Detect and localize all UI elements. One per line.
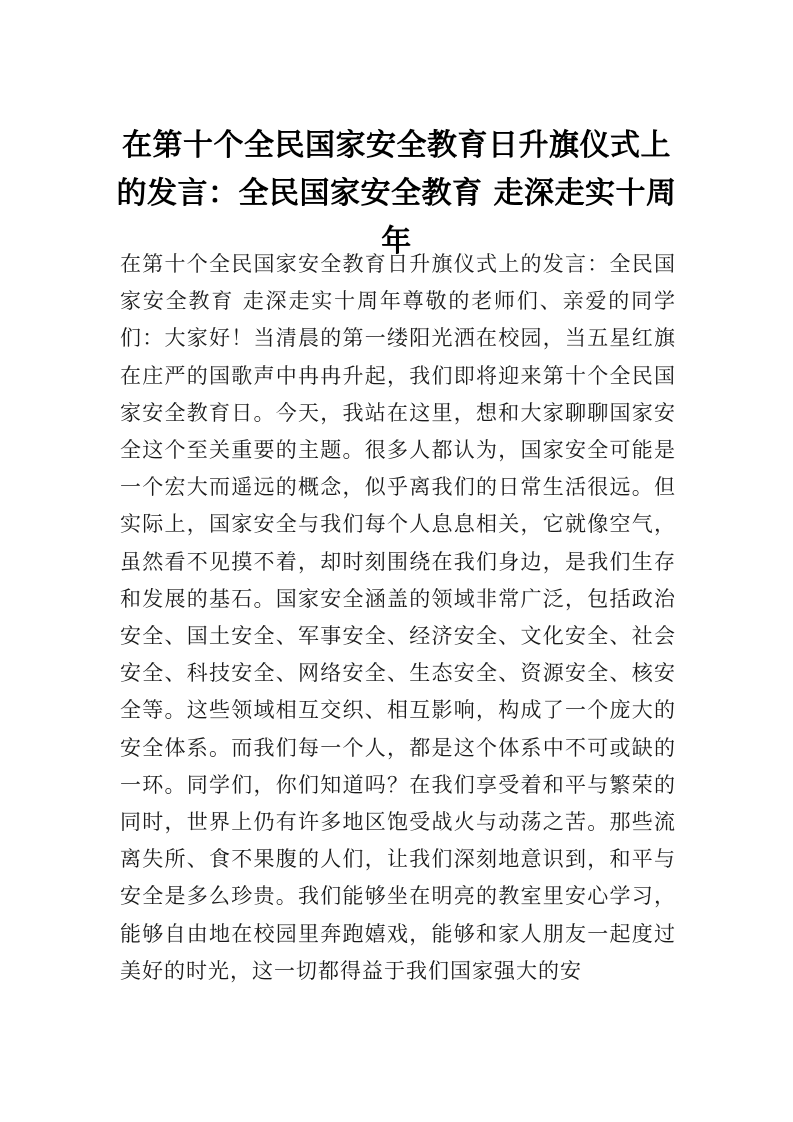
title-line-1: 在第十个全民国家安全教育日升旗仪式上 bbox=[122, 128, 671, 163]
document-title bbox=[110, 122, 683, 266]
title-line-2: 的发言：全民国家安全教育 走深走实十周年 bbox=[116, 176, 677, 259]
document-body-paragraph: 在第十个全民国家安全教育日升旗仪式上的发言：全民国家安全教育 走深走实十周年尊敬的老师们、亲爱的同学们：大家好！当清晨的第一缕阳光洒在校园，当五星红旗在庄严的国歌声中冉冉升起，我们即将迎来第十个全民国家安全教育日。今天，我站在这里，想和大家聊聊国家安全这个至关重要的主题。很多人都认为，国家安全可能是一个宏大而遥远的概念，似乎离我们的日常生活很远。但实际上，国家安全与我们每个人息息相关，它就像空气，虽然看不见摸不着，却时刻围绕在我们身边，是我们生存和发展的基石。国家安全涵盖的领域非常广泛，包括政治安全、国土安全、军事安全、经济安全、文化安全、社会安全、科技安全、网络安全、生态安全、资源安全、核安全等。这些领域相互交织、相互影响，构成了一个庞大的安全体系。而我们每一个人，都是这个体系中不可或缺的一环。同学们，你们知道吗？在我们享受着和平与繁荣的同时，世界上仍有许多地区饱受战火与动荡之苦。那些流离失所、食不果腹的人们，让我们深刻地意识到，和平与安全是多么珍贵。我们能够坐在明亮的教室里安心学习，能够自由地在校园里奔跑嬉戏，能够和家人朋友一起度过美好的时光，这一切都得益于我们国家强大的安 bbox=[120, 252, 676, 983]
